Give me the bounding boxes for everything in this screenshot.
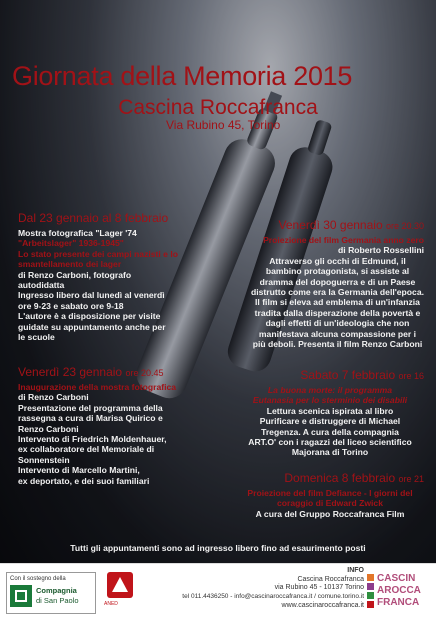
event4-line: ART.O' con i ragazzi del liceo scientifico <box>248 437 412 448</box>
event2-line: Intervento di Marcello Martini, <box>18 465 140 476</box>
info-line: via Rubino 45 - 10137 Torino <box>274 584 364 591</box>
event3-line: Attraverso gli occhi di Edmund, il <box>269 255 406 266</box>
event4-date: Sabato 7 febbraio <box>300 368 396 382</box>
event1-line: le scuole <box>18 332 55 343</box>
event2-date: Venerdì 23 gennaio <box>18 365 123 379</box>
logo-line: CASCIN <box>377 573 416 584</box>
event2-line: rassegna a cura di Marisa Quirico e <box>18 413 163 424</box>
event2-line: di Renzo Carboni <box>18 392 89 403</box>
event1-line: Lo stato presente dei campi nazisti e lo <box>18 248 178 259</box>
event3-line: Il film si eleva ad emblema di un'infanzia <box>255 297 420 308</box>
event4-time: ore 16 <box>398 371 424 381</box>
event2-line: Sonnenstein <box>18 454 70 465</box>
event5-line: Proiezione del film Defiance - I giorni del <box>247 488 413 498</box>
page-title: Giornata della Memoria 2015 <box>12 61 353 91</box>
event4-line: Tregenza. A cura della compagnia <box>261 426 399 437</box>
event1-line: Ingresso libero dal lunedì al venerdì <box>18 290 165 301</box>
event5-heading <box>284 472 424 486</box>
event2-line: ex collaboratore del Memoriale di <box>18 444 155 455</box>
sponsor-name-line1: Compagnia <box>36 586 77 595</box>
event1-line: autodidatta <box>18 280 65 291</box>
event1-details <box>18 228 178 342</box>
event3-line: Proiezione del film Germania anno zero <box>263 235 424 245</box>
event2-line: Presentazione del programma della <box>18 402 163 413</box>
logo-line: AROCCA <box>377 585 421 596</box>
event4-line: Eutanasia per lo sterminio dei disabili <box>252 395 408 406</box>
event1-line: "Arbeitslager" 1936-1945" <box>18 238 124 249</box>
compagnia-emblem-icon <box>10 585 32 607</box>
sponsor-name-line2: di San Paolo <box>36 596 79 605</box>
event1-line: guidate su appuntamento anche per <box>18 321 166 332</box>
venue-name: Cascina Roccafranca <box>118 96 318 119</box>
event3-line: bambino protagonista, si assiste al <box>265 266 410 277</box>
event2-time: ore 20.45 <box>125 368 164 378</box>
event5-date: Domenica 8 febbraio <box>284 471 396 485</box>
event3-date: Venerdì 30 gennaio <box>278 218 383 232</box>
event5-line: coraggio di Edward Zwick <box>276 498 383 509</box>
event1-line: smantellamento dei lager <box>18 259 122 270</box>
event5-time: ore 21 <box>398 474 424 484</box>
event2-line: Renzo Carboni <box>18 423 79 434</box>
event5-details <box>236 488 424 519</box>
event3-line: tradita dalla disperazione della povertà e <box>254 307 421 318</box>
event3-line: distrutto come era la Germania dell'epoca. <box>250 287 424 298</box>
event1-line: Mostra fotografica "Lager '74 <box>18 228 137 238</box>
sponsor-label: Con il sostegno della <box>10 576 66 582</box>
aned-logo-icon <box>107 572 133 598</box>
venue-address: Via Rubino 45, Torino <box>166 118 281 132</box>
triangle-icon <box>107 572 133 598</box>
info-heading: INFO <box>347 567 364 574</box>
event1-line: ore 9-23 e sabato ore 9-18 <box>18 300 124 311</box>
event3-line: manifestava alcuna compassione per i <box>258 328 417 339</box>
event4-details <box>236 385 424 458</box>
event3-line: più deboli. Presenta il film Renzo Carboni <box>252 339 423 350</box>
logo-line: FRANCA <box>377 597 420 608</box>
event1-heading: Dal 23 gennaio al 8 febbraio <box>18 211 169 225</box>
roccafranca-logo <box>367 572 433 614</box>
event3-line: dramma del dopoguerra e di un Paese <box>259 276 416 287</box>
info-line: Cascina Roccafranca <box>297 576 364 583</box>
event3-heading <box>279 219 424 233</box>
event4-line: La buona morte: il programma <box>267 385 393 395</box>
event1-line: L'autore è a disposizione per visite <box>18 311 161 322</box>
event2-line: Inaugurazione della mostra fotografica <box>18 382 177 392</box>
event4-heading <box>300 369 424 383</box>
event4-line: Lettura scenica ispirata al libro <box>266 405 394 416</box>
event1-line: di Renzo Carboni, fotografo <box>18 269 132 280</box>
aned-caption: ANED <box>104 601 118 607</box>
sponsor-logo <box>6 572 96 614</box>
event5-line: A cura del Gruppo Roccafranca Film <box>255 508 405 519</box>
event2-line: ex deportato, e dei suoi familiari <box>18 475 150 486</box>
event3-details <box>251 235 424 349</box>
event3-time: ore 20.30 <box>385 221 424 231</box>
event3-line: di Roberto Rossellini <box>338 245 424 256</box>
event4-line: Purificare e distruggere di Michael <box>259 416 401 427</box>
info-website: www.cascinaroccafranca.it <box>281 602 364 609</box>
event2-details <box>18 382 176 486</box>
free-entry-notice: Tutti gli appuntamenti sono ad ingresso libero fino ad esaurimento posti <box>70 543 366 553</box>
event4-line: Majorana di Torino <box>291 447 369 458</box>
info-contacts: tel 011.4436250 - info@cascinaroccafranca.it / comune.torino.it <box>182 593 364 600</box>
footer <box>0 563 436 617</box>
event2-heading <box>18 366 163 380</box>
event2-line: Intervento di Friedrich Moldenhauer, <box>18 434 167 445</box>
event3-line: dagli effetti di un'ideologia che non <box>265 318 410 329</box>
